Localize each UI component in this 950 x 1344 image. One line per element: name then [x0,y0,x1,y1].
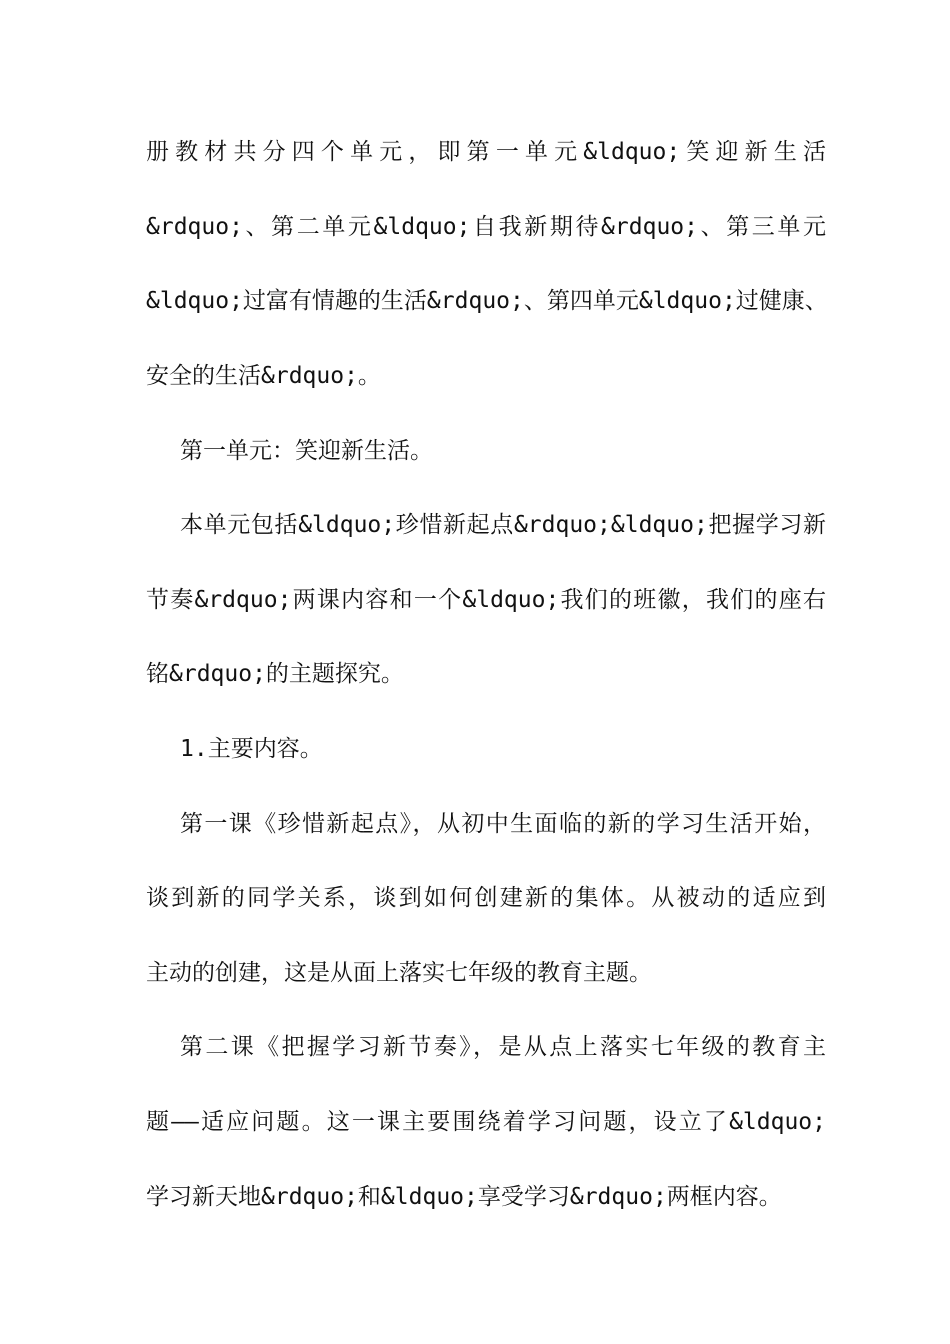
text-line-12: 主动的创建，这是从面上落实七年级的教育主题。 [146,960,652,986]
text-line-7: 节奏&rdquo;两课内容和一个&ldquo;我们的班徽，我们的座右 [146,587,826,613]
text-line-15: 学习新天地&rdquo;和&ldquo;享受学习&rdquo;两框内容。 [146,1184,782,1210]
text-line-2: &rdquo;、第二单元&ldquo;自我新期待&rdquo;、第三单元 [146,214,826,240]
text-line-6: 本单元包括&ldquo;珍惜新起点&rdquo;&ldquo;把握学习新 [180,512,826,538]
text-line-11: 谈到新的同学关系，谈到如何创建新的集体。从被动的适应到 [146,885,826,911]
subheading-main-content: 1.主要内容。 [180,736,323,762]
text-line-13: 第二课《把握学习新节奏》，是从点上落实七年级的教育主 [180,1034,826,1060]
section-heading-unit-one: 第一单元：笑迎新生活。 [180,438,433,464]
text-line-1: 册教材共分四个单元，即第一单元&ldquo;笑迎新生活 [146,139,826,165]
text-line-14: 题——适应问题。这一课主要围绕着学习问题，设立了&ldquo; [146,1109,826,1135]
text-line-8: 铭&rdquo;的主题探究。 [146,661,404,687]
text-line-4: 安全的生活&rdquo;。 [146,363,381,389]
text-line-10: 第一课《珍惜新起点》，从初中生面临的新的学习生活开始， [180,811,826,837]
text-line-3: &ldquo;过富有情趣的生活&rdquo;、第四单元&ldquo;过健康、 [146,288,828,314]
